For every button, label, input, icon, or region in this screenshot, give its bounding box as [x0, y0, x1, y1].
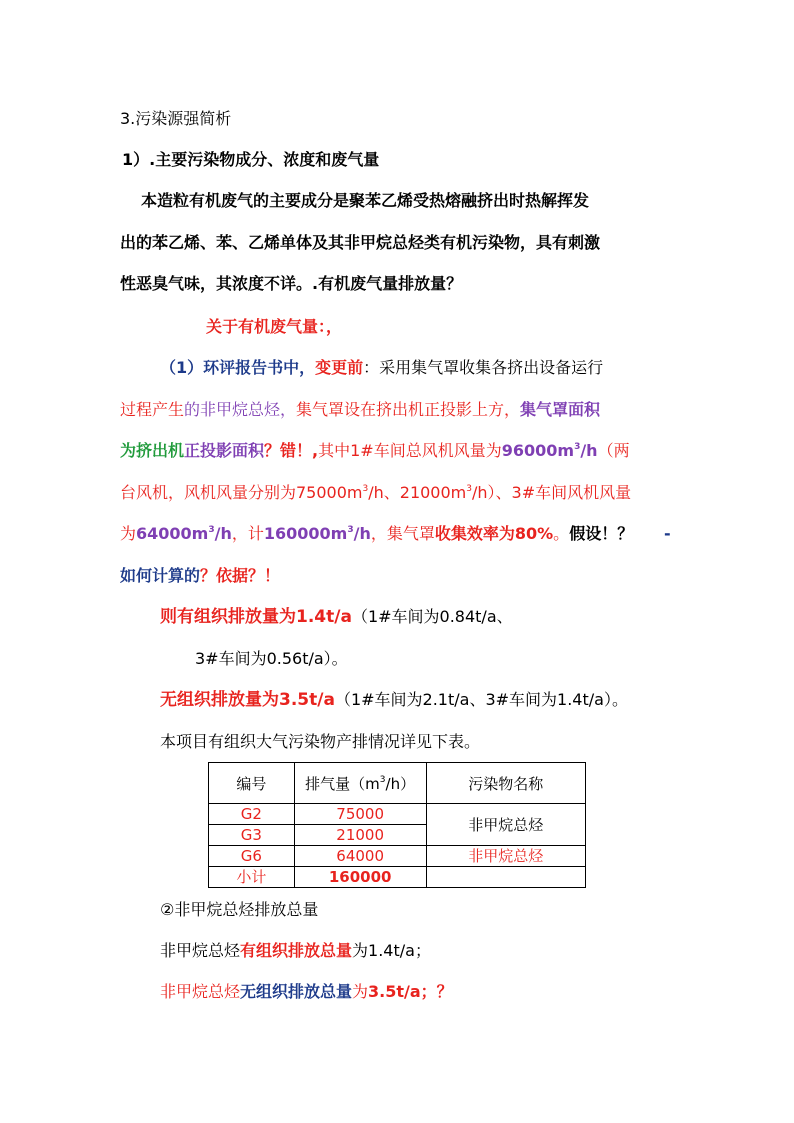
paragraph-line: 如何计算的？依据？！ — [120, 566, 281, 585]
total-organized-line: 非甲烷总烃有组织排放总量为1.4t/a； — [160, 941, 431, 960]
paragraph-line: 本造粒有机废气的主要成分是聚苯乙烯受热熔融挤出时热解挥发 — [141, 191, 590, 210]
about-heading: 关于有机废气量：， — [206, 317, 343, 336]
dash-mark: - — [664, 524, 671, 543]
paragraph-line: （1）环评报告书中，变更前：采用集气罩收集各挤出设备运行 — [160, 358, 604, 377]
unorganized-emission-line: 无组织排放量为3.5t/a（1#车间为2.1t/a、3#车间为1.4t/a）。 — [160, 690, 628, 710]
paragraph-line: 过程产生的非甲烷总烃，集气罩设在挤出机正投影上方，集气罩面积 — [120, 400, 601, 419]
paragraph-line: 为$64000m^3/h$，计$160000m^3/h$，集气罩收集效率为80%。假设！？ — [120, 524, 634, 543]
organized-emission-line: 则有组织排放量为1.4t/a（1#车间为0.84t/a、 — [160, 607, 513, 627]
total-heading: ②非甲烷总烃排放总量 — [160, 900, 319, 919]
subsection-heading: 1）.主要污染物成分、浓度和废气量 — [122, 150, 380, 169]
paragraph-line: 出的苯乙烯、苯、乙烯单体及其非甲烷总烃类有机污染物，具有刺激 — [120, 233, 601, 252]
header-pollutant: 污染物名称 — [426, 763, 585, 804]
paragraph-line: 性恶臭气味，其浓度不详。.有机废气量排放量？ — [120, 274, 463, 293]
section-heading: 3.污染源强简析 — [120, 109, 232, 128]
header-id: 编号 — [209, 763, 295, 804]
table-row: 小计 160000 — [209, 867, 586, 888]
emission-table — [208, 762, 586, 888]
total-unorganized-line: 非甲烷总烃无组织排放总量为3.5t/a；？ — [160, 982, 453, 1001]
paragraph-line: 台风机，风机风量分别为$75000m^3/h$、$21000m^3/h$）、3#车间风机风量 — [120, 483, 632, 502]
table-row: G3 21000 — [209, 825, 586, 846]
organized-emission-detail: 3#车间为0.56t/a）。 — [195, 649, 348, 668]
paragraph-line: 为挤出机正投影面积？错！,其中1#车间总风机风量为$96000m^3/h$（两 — [120, 441, 630, 460]
table-header-row — [209, 763, 586, 804]
table-intro: 本项目有组织大气污染物产排情况详见下表。 — [160, 732, 481, 751]
table-row: G2 75000 非甲烷总烃 — [209, 804, 586, 825]
header-flow: 排气量$(m^3/h)$ — [294, 763, 426, 804]
table-row: G6 64000 非甲烷总烃 — [209, 846, 586, 867]
